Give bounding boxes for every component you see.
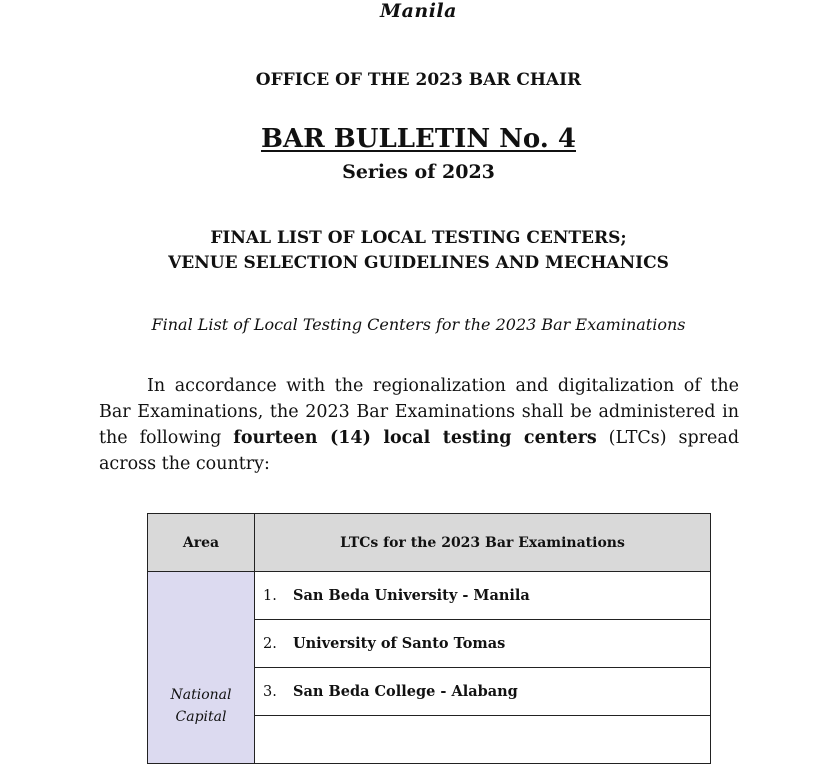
paragraph-bold: fourteen (14) local testing centers: [233, 428, 597, 448]
office-heading: OFFICE OF THE 2023 BAR CHAIR: [255, 70, 582, 90]
ltc-item: [255, 620, 711, 668]
table-header-row: [148, 514, 711, 572]
bulletin-title-text: BAR BULLETIN No. 4: [260, 124, 576, 154]
ltc-item: [255, 572, 711, 620]
ltc-name: San Beda College - Alabang: [293, 683, 518, 700]
ltc-item-partial: [255, 716, 711, 764]
subject-heading: [0, 226, 837, 276]
subject-line-1: FINAL LIST OF LOCAL TESTING CENTERS;: [210, 228, 627, 248]
ltc-number: 3.: [263, 684, 277, 700]
bulletin-title: [0, 124, 837, 154]
section-title: Final List of Local Testing Centers for the 2023 Bar Examinations: [151, 315, 686, 334]
header-ltcs: LTCs for the 2023 Bar Examinations: [255, 514, 711, 572]
table-row: [148, 572, 711, 620]
ltc-number: 1.: [263, 588, 277, 604]
subject-line-2: VENUE SELECTION GUIDELINES AND MECHANICS: [168, 253, 669, 273]
ltc-name: University of Santo Tomas: [293, 635, 506, 652]
ltc-item: [255, 668, 711, 716]
ltc-table: [147, 513, 711, 764]
series-subtitle: Series of 2023: [342, 161, 495, 183]
region-label: National Capital: [170, 687, 232, 725]
region-cell: [148, 572, 255, 764]
ltc-name: San Beda University - Manila: [293, 587, 530, 604]
paragraph-part-2: (LTCs) spread across the country:: [99, 428, 740, 474]
ltc-number: 2.: [263, 636, 277, 652]
intro-paragraph: [99, 373, 739, 477]
paragraph-part-1: In accordance with the regionalization and digitalization of the Bar Examinations, the 2023 Bar Examinations shall be administered in the following: [99, 376, 739, 448]
header-area: Area: [148, 514, 255, 572]
city-heading: Manila: [380, 0, 457, 22]
